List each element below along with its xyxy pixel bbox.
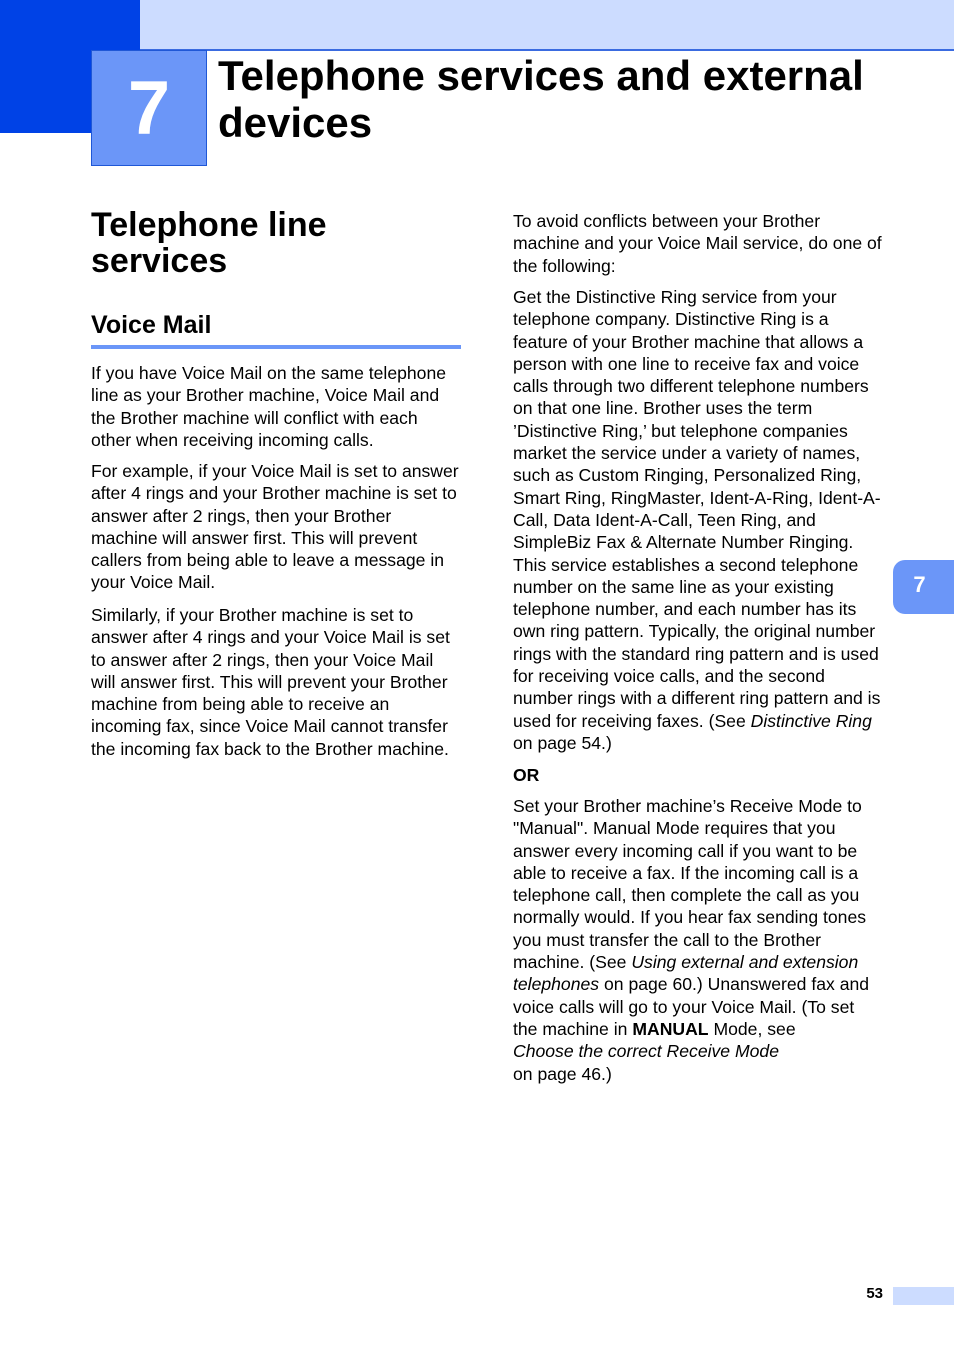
link-external-telephones[interactable]: Using external and extension telephones [513,952,859,995]
paragraph-example: For example, if your Voice Mail is set to answer after 4 rings and your Brother machine is set to answer after 2 rings, then your Brother machine will answer first. This will prevent callers from being able to leave a message in your Voice Mail. [91,461,459,593]
option1-text: Get the Distinctive Ring service from your telephone company. Distinctive Ring is a feature of your Brother machine that allows a person with one line to receive fax and voice calls through two different telephone numbers on that one line. Brother uses the term ’Distinctive Ring,’ but telephone companies market the service under a variety of names, such as Custom Ringing, Personalized Ring, Smart Ring, RingMaster, Ident-A-Ring, Ident-A-Call, Data Ident-A-Call, Teen Ring, and SimpleBiz Fax & Alternate Number Ringing. This service establishes a second telephone number on the same line as your existing telephone number, and each number has its own ring pattern. Typically, the original number rings with the standard ring pattern and is used for receiving voice calls, and the second number rings with a different ring pattern and is used for receiving faxes. (See [513,287,881,731]
section-title: Telephone line services [91,206,327,280]
subsection-title: Voice Mail [91,311,212,339]
link-distinctive-ring[interactable]: Distinctive Ring [750,710,872,731]
option2-mid: on page 60.) Unanswered fax and voice calls will go to your Voice Mail. (To set the machine in [513,974,870,1039]
footer-bar [893,1287,954,1305]
paragraph-option-distinctive-ring [513,286,883,754]
paragraph-similarly: Similarly, if your Brother machine is set to answer after 4 rings and your Voice Mail is set to answer after 2 rings, then your Voice Mail will answer first. This will prevent your Brother machine from being able to receive an incoming fax, since Voice Mail cannot transfer the incoming fax back to the Brother machine. [91,605,450,759]
option2-text: Set your Brother machine’s Receive Mode to "Manual". Manual Mode requires that you answer every incoming call if you want to be able to receive a fax. If the incoming call is a telephone call, then complete the call as you normally would. If you hear fax sending tones you must transfer the call to the Brother machine. (See [513,796,867,973]
option2-mid2: Mode, see [708,1018,796,1039]
paragraph-intro: To avoid conflicts between your Brother machine and your Voice Mail service, do one of the following: [513,211,882,276]
link-receive-mode[interactable]: Choose the correct Receive Mode [513,1041,779,1062]
header-band [140,0,954,51]
manual-keyword: MANUAL [632,1018,709,1039]
paragraph-conflict: If you have Voice Mail on the same telephone line as your Brother machine, Voice Mail and the Brother machine will conflict with each other when receiving incoming calls. [91,363,447,450]
page-number: 53 [866,1285,883,1302]
option1-after: on page 54.) [513,732,612,753]
or-label: OR [513,765,540,785]
option2-end: on page 46.) [513,1063,612,1084]
subsection-rule [91,345,461,349]
chapter-title: Telephone services and external devices [218,52,864,146]
paragraph-option-manual [513,795,883,1085]
chapter-number-box: 7 [91,50,207,166]
chapter-side-tab: 7 [893,560,954,614]
